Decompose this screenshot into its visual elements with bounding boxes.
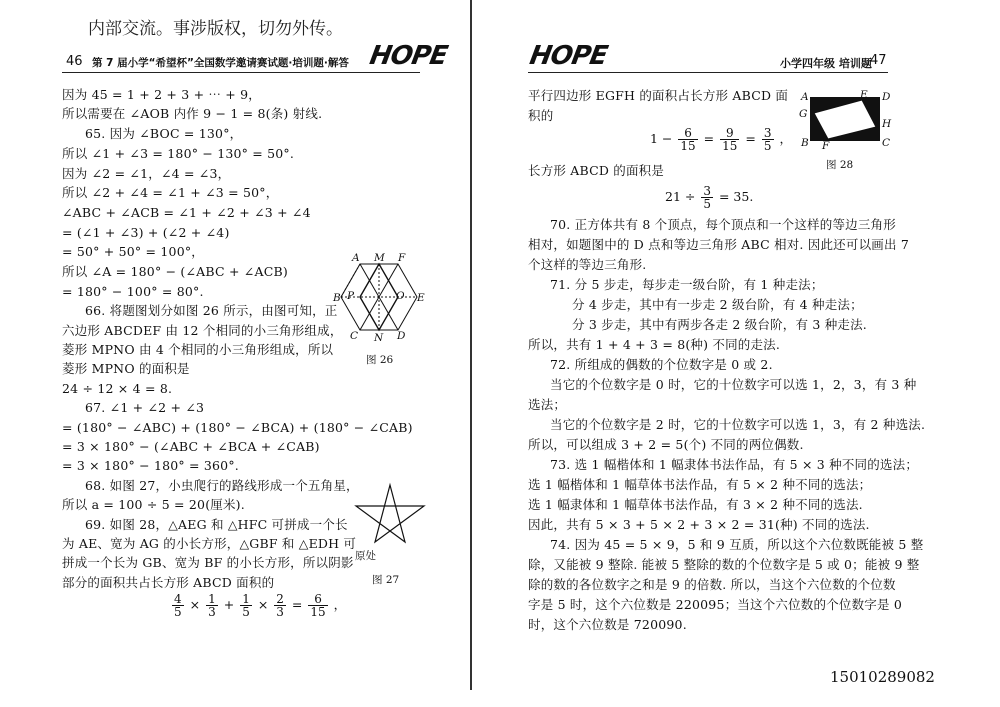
left-line-21: 所以 a = 100 ÷ 5 = 20(厘米).: [62, 497, 245, 512]
left-line-4: 因为 ∠2 = ∠1，∠4 = ∠3，: [62, 166, 231, 181]
op: = 35.: [718, 189, 754, 204]
left-line-3: 所以 ∠1 + ∠3 = 180° − 130° = 50°.: [62, 146, 295, 161]
right-line-3: 71. 分 5 步走，每步走一级台阶，有 1 种走法；: [550, 277, 824, 292]
right-line-10: 当它的个位数字是 2 时，它的十位数字可以选 1，3，有 2 种选法.: [550, 417, 926, 432]
left-line-10: = 180° − 100° = 80°.: [62, 284, 204, 299]
left-header-title: 第 7 届小学“希望杯”全国数学邀请赛试题·培训题·解答: [92, 57, 349, 69]
op: ，: [779, 131, 792, 146]
op: =: [703, 131, 715, 146]
right-line-20: 时，这个六位数是 720090.: [528, 617, 687, 632]
right-line-2: 个这样的等边三角形.: [528, 257, 647, 272]
frac-num: 1: [208, 592, 216, 606]
frac-num: 6: [678, 127, 697, 140]
right-line-15: 因此，共有 5 × 3 + 5 × 2 + 3 × 2 = 31(种) 不同的选法.: [528, 517, 870, 532]
figure-27-star: [350, 482, 430, 554]
frac-den: 3: [276, 605, 284, 619]
right-intro-0: 平行四边形 EGFH 的面积占长方形 ABCD 面: [528, 88, 789, 103]
left-line-15: 24 ÷ 12 × 4 = 8.: [62, 381, 173, 396]
op: =: [745, 131, 756, 146]
left-line-0: 因为 45 = 1 + 2 + 3 + ⋯ + 9，: [62, 87, 261, 102]
frac-den: 5: [174, 605, 182, 619]
right-line-13: 选 1 幅楷体和 1 幅草体书法作品，有 5 × 2 种不同的选法；: [528, 477, 872, 492]
left-line-7: = (∠1 + ∠3) + (∠2 + ∠4): [62, 225, 230, 240]
left-line-17: = (180° − ∠ABC) + (180° − ∠BCA) + (180° − ∠CAB): [62, 420, 413, 435]
right-line-0: 70. 正方体共有 8 个顶点，每个顶点和一个这样的等边三角形: [550, 217, 896, 232]
fig26-label-P: P: [347, 290, 355, 302]
right-logo: HOPE: [527, 41, 610, 71]
left-line-16: 67. ∠1 + ∠2 + ∠3: [85, 400, 205, 415]
frac-den: 15: [680, 139, 696, 153]
fig28-label-F: F: [822, 140, 830, 152]
right-line-6: 所以，共有 1 + 4 + 3 = 8(种) 不同的走法.: [528, 337, 781, 352]
right-header-title: 小学四年级 培训题: [780, 57, 872, 70]
fig28-label-E: E: [860, 89, 868, 101]
op: ×: [189, 597, 201, 612]
right-line-9: 选法；: [528, 397, 567, 412]
left-line-22: 69. 如图 28，△AEG 和 △HFC 可拼成一个长: [85, 517, 348, 532]
fig26-caption: 图 26: [366, 354, 394, 366]
right-header-rule: [528, 72, 888, 73]
fig26-label-D: D: [397, 330, 406, 342]
fig26-label-A: A: [352, 252, 360, 264]
frac-num: 6: [308, 593, 327, 606]
left-line-14: 菱形 MPNO 的面积是: [62, 361, 190, 376]
left-line-18: = 3 × 180° − (∠ABC + ∠BCA + ∠CAB): [62, 439, 320, 454]
watermark-text: 内部交流。事涉版权，切勿外传。: [88, 19, 343, 39]
right-line-7: 72. 所组成的偶数的个位数字是 0 或 2.: [550, 357, 773, 372]
frac-den: 5: [703, 197, 711, 211]
left-line-24: 拼成一个长为 GB、宽为 BF 的小长方形，所以阴影: [62, 555, 354, 570]
fig28-label-B: B: [801, 137, 809, 149]
right-formula-b: [665, 185, 753, 210]
frac-den: 5: [763, 139, 772, 153]
left-line-11: 66. 将题图划分如图 26 所示，由图可知，正: [85, 303, 338, 318]
op: 21 ÷: [665, 189, 696, 204]
right-line-4: 分 4 步走，其中有一步走 2 级台阶，有 4 种走法；: [572, 297, 863, 312]
right-area-label: 长方形 ABCD 的面积是: [528, 163, 665, 178]
op: ，: [333, 597, 347, 612]
right-intro-1: 积的: [528, 108, 554, 123]
frac-num: 2: [276, 592, 284, 606]
fig28-label-D: D: [882, 91, 891, 103]
page-fold: [470, 0, 472, 690]
fig26-label-C: C: [350, 330, 359, 342]
fig27-start-label: 原处: [355, 550, 376, 562]
fig26-label-O: O: [396, 290, 405, 302]
frac-den: 5: [242, 605, 250, 619]
op: ×: [257, 597, 269, 612]
op: +: [223, 597, 235, 612]
left-line-1: 所以需要在 ∠AOB 内作 9 − 1 = 8(条) 射线.: [62, 106, 323, 121]
left-line-8: = 50° + 50° = 100°，: [62, 244, 205, 259]
frac-den: 15: [722, 139, 738, 153]
left-line-20: 68. 如图 27，小虫爬行的路线形成一个五角星，: [85, 478, 359, 493]
fig28-label-G: G: [799, 108, 808, 120]
left-line-2: 65. 因为 ∠BOC = 130°，: [85, 126, 243, 141]
left-line-9: 所以 ∠A = 180° − (∠ABC + ∠ACB): [62, 264, 288, 279]
frac-den: 15: [310, 605, 326, 619]
right-line-12: 73. 选 1 幅楷体和 1 幅隶体书法作品，有 5 × 3 种不同的选法；: [550, 457, 919, 472]
left-line-13: 菱形 MPNO 由 4 个相同的小三角形组成，所以: [62, 342, 334, 357]
left-line-25: 部分的面积共占长方形 ABCD 面积的: [62, 575, 275, 590]
frac-num: 3: [703, 184, 711, 198]
fig26-label-N: N: [374, 332, 384, 344]
right-line-19: 字是 5 时，这个六位数是 220095；当这个六位数的个位数字是 0: [528, 597, 903, 612]
frac-num: 1: [242, 592, 250, 606]
right-page-number: 47: [870, 53, 887, 68]
fig28-label-A: A: [801, 91, 809, 103]
left-line-6: ∠ABC + ∠ACB = ∠1 + ∠2 + ∠3 + ∠4: [62, 205, 311, 220]
fig26-label-E: E: [417, 292, 425, 304]
right-line-16: 74. 因为 45 = 5 × 9，5 和 9 互质，所以这个六位数既能被 5 整: [550, 537, 924, 552]
fig26-label-M: M: [374, 252, 385, 264]
right-line-18: 除的数的各位数字之和是 9 的倍数. 所以，当这个六位数的个位数: [528, 577, 896, 592]
fig28-caption: 图 28: [826, 159, 854, 171]
frac-num: 4: [174, 592, 182, 606]
left-line-5: 所以 ∠2 + ∠4 = ∠1 + ∠3 = 50°，: [62, 185, 279, 200]
right-line-14: 选 1 幅隶体和 1 幅草体书法作品，有 3 × 2 种不同的选法.: [528, 497, 863, 512]
frac-num: 3: [763, 126, 772, 140]
left-logo: HOPE: [367, 41, 450, 71]
right-line-17: 除，又能被 9 整除. 能被 5 整除的数的个位数字是 5 或 0；能被 9 整: [528, 557, 920, 572]
fig28-label-C: C: [882, 137, 891, 149]
figure-28-rectangle: [808, 95, 882, 143]
right-line-5: 分 3 步走，其中有两步各走 2 级台阶，有 3 种走法.: [572, 317, 867, 332]
fig26-label-B: B: [333, 292, 341, 304]
fig27-caption: 图 27: [372, 574, 400, 586]
right-line-1: 相对，如题图中的 D 点和等边三角形 ABC 相对. 因此还可以画出 7: [528, 237, 909, 252]
frac-num: 9: [720, 127, 739, 140]
left-line-23: 为 AE、宽为 AG 的小长方形，△GBF 和 △EDH 可: [62, 536, 357, 551]
op: =: [291, 597, 303, 612]
left-line-19: = 3 × 180° − 180° = 360°.: [62, 458, 239, 473]
right-formula-a: [650, 127, 792, 152]
fig28-label-H: H: [882, 118, 892, 130]
fig26-label-F: F: [398, 252, 406, 264]
left-page-number: 46: [66, 54, 83, 69]
op: 1 −: [650, 131, 673, 146]
left-line-12: 六边形 ABCDEF 由 12 个相同的小三角形组成，: [62, 323, 343, 338]
left-header-rule: [62, 72, 420, 73]
phone-number: 15010289082: [830, 668, 935, 686]
right-line-8: 当它的个位数字是 0 时，它的十位数字可以选 1，2，3，有 3 种: [550, 377, 917, 392]
frac-den: 3: [208, 605, 216, 619]
right-line-11: 所以，可以组成 3 + 2 = 5(个) 不同的两位偶数.: [528, 437, 804, 452]
left-final-formula: [170, 593, 346, 618]
